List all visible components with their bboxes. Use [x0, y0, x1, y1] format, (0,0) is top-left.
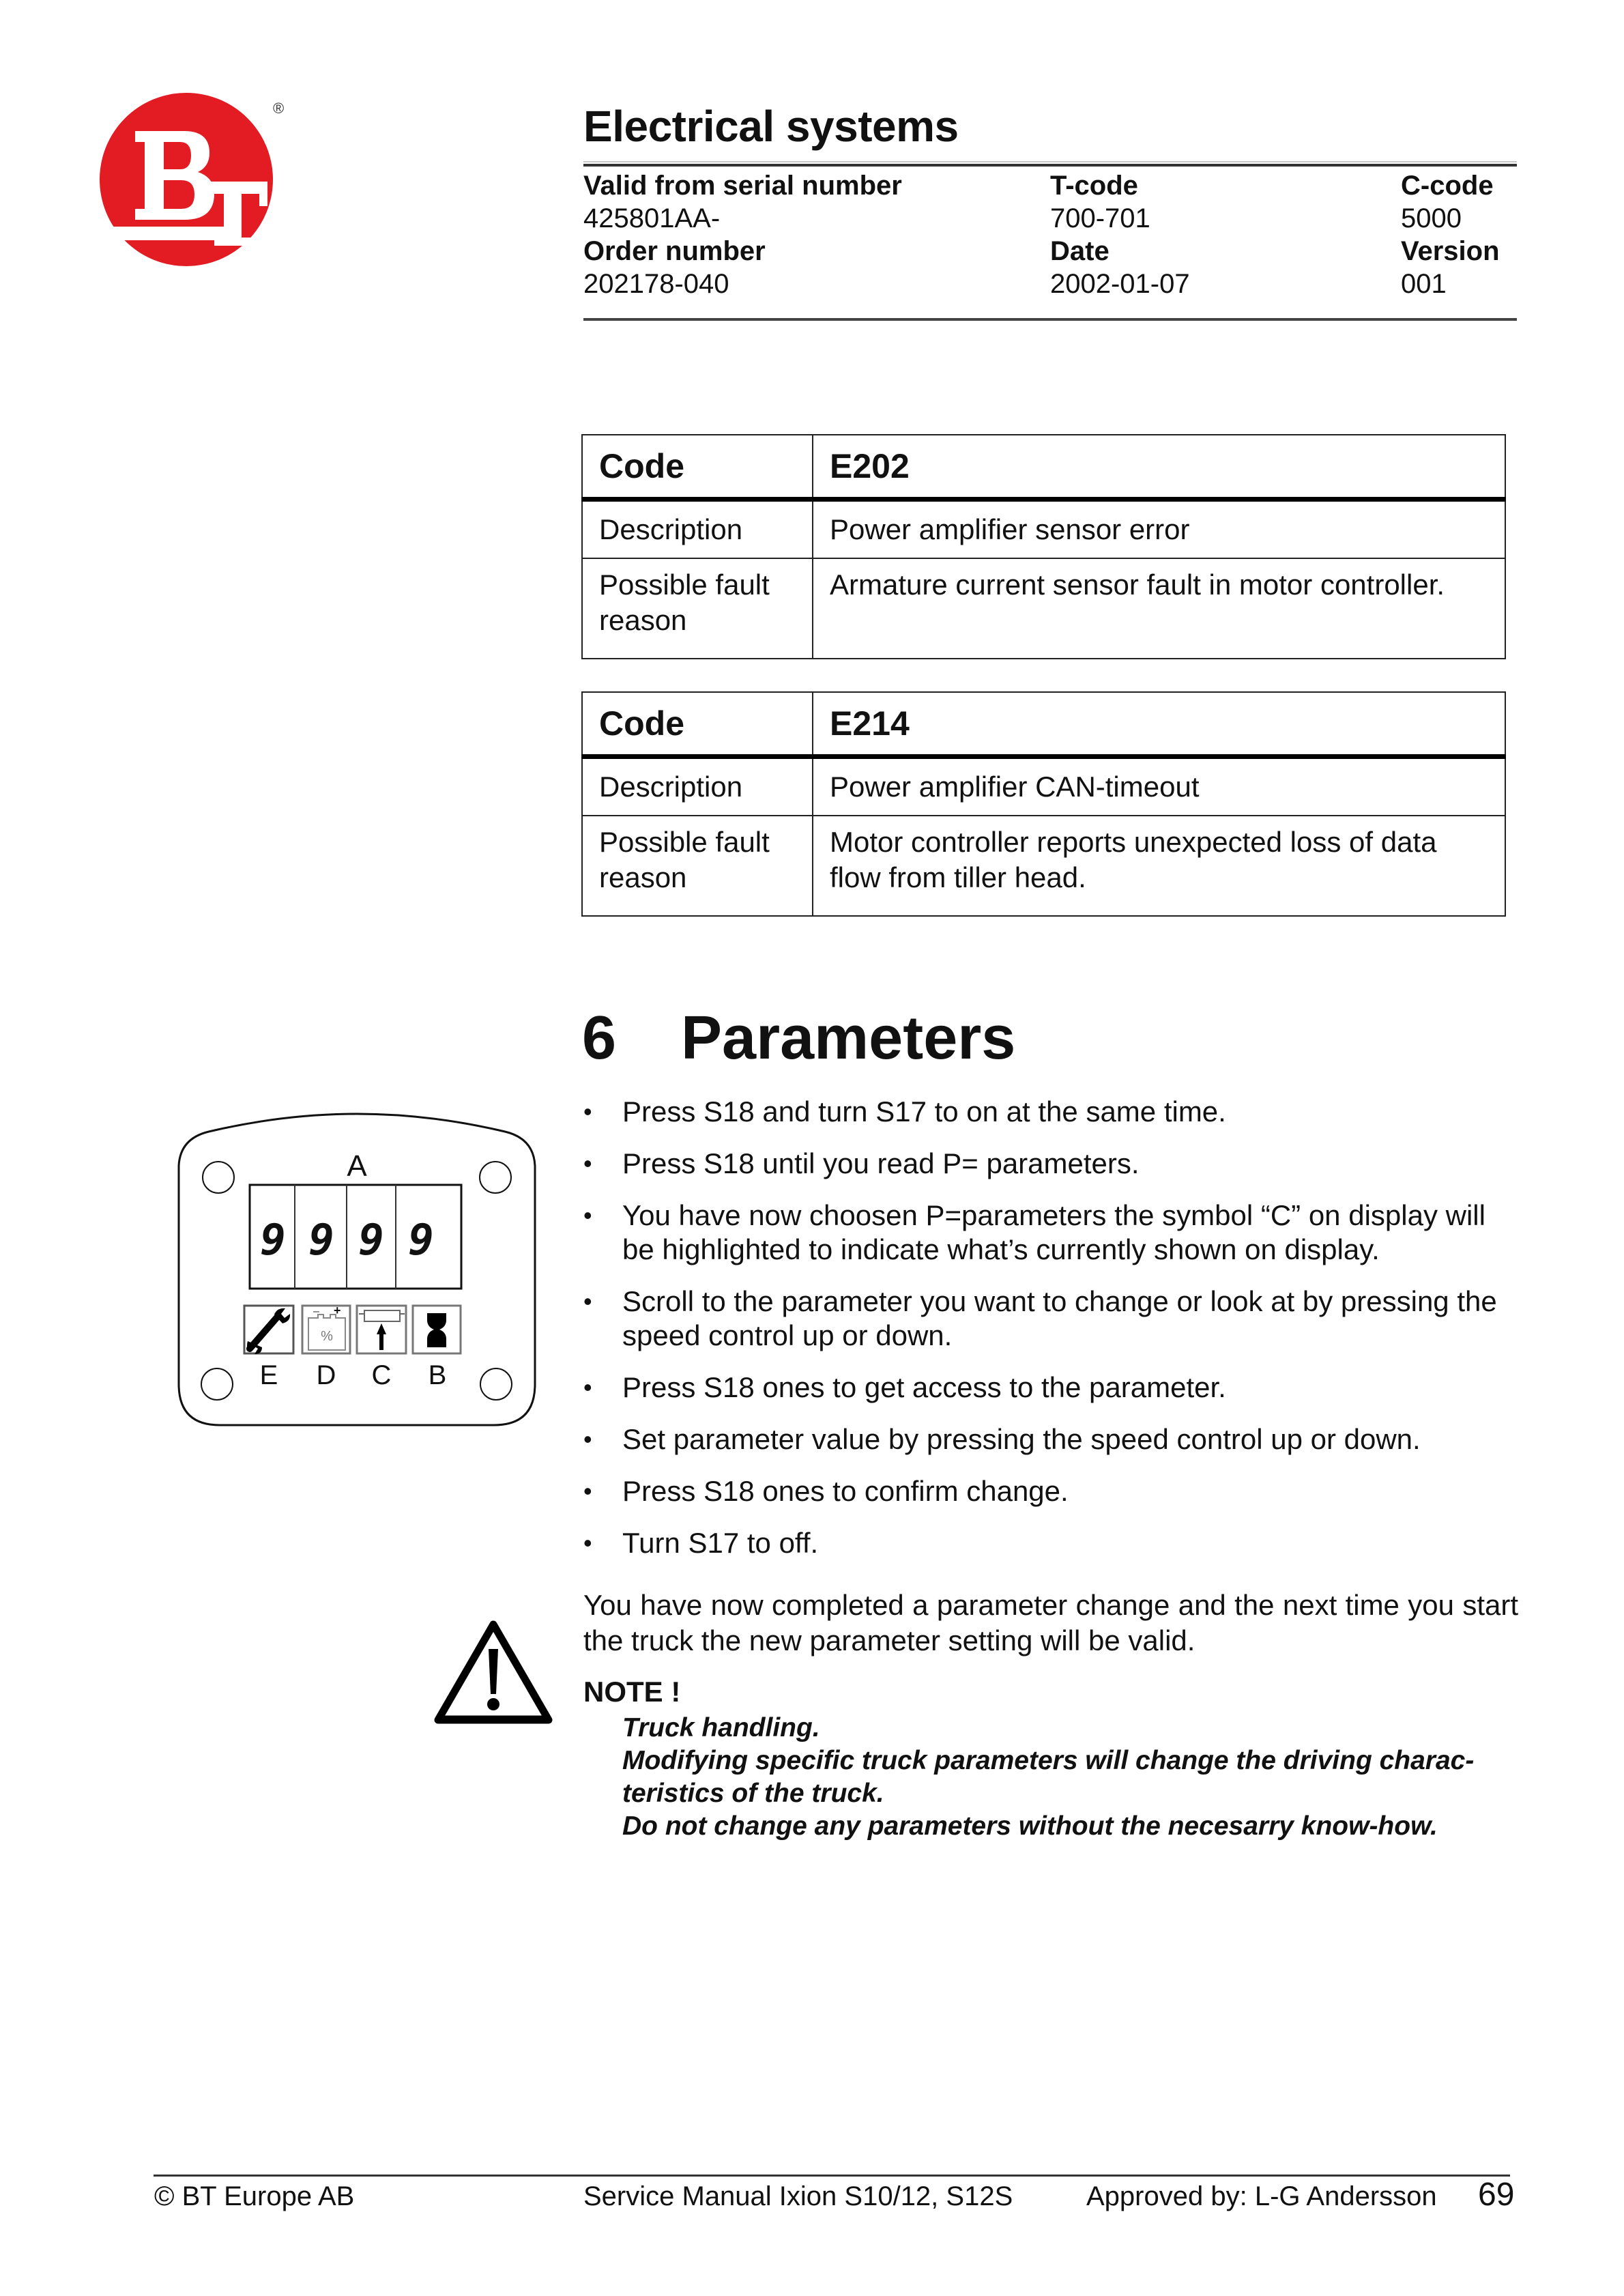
list-item [583, 1526, 1518, 1560]
battery-percent: % [321, 1329, 333, 1344]
bullet-icon: • [583, 1373, 592, 1401]
note-line: teristics of the truck. [622, 1779, 884, 1808]
bullet-icon: • [583, 1149, 592, 1177]
bullet-icon: • [583, 1477, 592, 1505]
display-digit: 9 [308, 1215, 334, 1265]
fault-value: Armature current sensor fault in motor controller. [813, 558, 1505, 659]
symbol-letter-c: C [371, 1360, 392, 1390]
header-rule-light [583, 161, 1517, 162]
parameter-steps-list [583, 1095, 1518, 1578]
ccode-label: C-code [1401, 171, 1494, 201]
display-digit: 9 [408, 1215, 434, 1265]
table-row [582, 757, 1505, 816]
step-text: Set parameter value by pressing the speed control up or down. [622, 1423, 1421, 1455]
list-item [583, 1371, 1518, 1405]
bullet-icon: • [583, 1287, 592, 1315]
description-value: Power amplifier sensor error [813, 500, 1505, 559]
meta-column-ccode [1401, 169, 1500, 300]
list-item [583, 1474, 1518, 1508]
step-text: Turn S17 to off. [622, 1527, 819, 1559]
footer-copyright: © BT Europe AB [154, 2181, 355, 2211]
bt-logo [97, 91, 276, 268]
description-label: Description [582, 500, 813, 559]
list-item [583, 1095, 1518, 1129]
registered-mark: ® [273, 100, 285, 117]
fault-label: Possible fault reason [582, 558, 813, 659]
page-number: 69 [1478, 2177, 1515, 2213]
footer-rule [154, 2175, 1510, 2177]
code-value: E214 [813, 692, 1505, 757]
step-text: Press S18 until you read P= parameters. [622, 1147, 1140, 1179]
table-row [582, 692, 1505, 757]
footer-manual-title: Service Manual Ixion S10/12, S12S [583, 2181, 1013, 2211]
note-line: Truck handling. [622, 1713, 820, 1742]
serial-value: 425801AA- [583, 203, 721, 233]
step-text: Press S18 ones to confirm change. [622, 1475, 1069, 1507]
code-label: Code [582, 692, 813, 757]
tcode-label: T-code [1050, 171, 1138, 201]
section-number: 6 [582, 1004, 617, 1072]
version-label: Version [1401, 236, 1500, 266]
order-label: Order number [583, 236, 766, 266]
list-item [583, 1285, 1518, 1353]
battery-plus: + [334, 1304, 341, 1317]
table-row [582, 816, 1505, 916]
mounting-hole-icon [203, 1162, 234, 1193]
bullet-icon: • [583, 1201, 592, 1229]
section-heading [582, 1003, 1015, 1074]
fault-label: Possible fault reason [582, 816, 813, 916]
note-body [622, 1712, 1516, 1843]
display-panel-figure [175, 1111, 539, 1429]
hourglass-icon [413, 1306, 461, 1353]
wrench-icon [244, 1306, 293, 1354]
table-row [582, 435, 1505, 500]
step-text: Press S18 ones to get access to the parameter. [622, 1371, 1226, 1403]
fault-value: Motor controller reports unexpected loss of data flow from tiller head. [813, 816, 1505, 916]
step-text: You have now choosen P=parameters the symbol “C” on display will be highlighted to indicate what’s currently shown on display. [622, 1199, 1485, 1265]
tcode-value: 700-701 [1050, 203, 1150, 233]
step-text: Press S18 and turn S17 to on at the same time. [622, 1095, 1226, 1128]
table-row [582, 558, 1505, 659]
battery-icon [302, 1304, 350, 1353]
display-label: A [347, 1149, 367, 1183]
code-value: E202 [813, 435, 1505, 500]
error-code-table-e202 [581, 434, 1506, 659]
bullet-icon: • [583, 1529, 592, 1557]
bullet-icon: • [583, 1097, 592, 1125]
footer-approved-by: Approved by: L-G Andersson [1086, 2181, 1437, 2211]
symbol-letter-b: B [428, 1360, 447, 1390]
meta-column-tcode [1050, 169, 1190, 300]
section-title: Parameters [681, 1004, 1016, 1072]
meta-column-serial [583, 169, 902, 300]
ccode-value: 5000 [1401, 203, 1462, 233]
note-line: Do not change any parameters without the necesarry know-how. [622, 1811, 1438, 1841]
description-value: Power amplifier CAN-timeout [813, 757, 1505, 816]
table-row [582, 500, 1505, 559]
serial-label: Valid from serial number [583, 171, 902, 201]
bullet-icon: • [583, 1425, 592, 1453]
display-digit: 9 [260, 1215, 286, 1265]
symbol-letter-d: D [316, 1360, 336, 1390]
date-label: Date [1050, 236, 1110, 266]
step-text: Scroll to the parameter you want to change or look at by pressing the speed control up or down. [622, 1285, 1497, 1351]
header-rule-top [583, 164, 1517, 167]
note-title: NOTE ! [583, 1676, 681, 1708]
code-label: Code [582, 435, 813, 500]
header-rule-bottom [583, 318, 1517, 321]
battery-minus: – [313, 1306, 319, 1317]
version-value: 001 [1401, 269, 1447, 299]
conclusion-paragraph: You have now completed a parameter change and the next time you start the truck the new parameter setting will be valid. [583, 1589, 1518, 1656]
symbol-letter-e: E [259, 1360, 278, 1390]
display-digit: 9 [358, 1215, 384, 1265]
mounting-hole-icon [480, 1162, 511, 1193]
list-item [583, 1199, 1518, 1267]
mounting-hole-icon [201, 1368, 233, 1400]
note-line: Modifying specific truck parameters will change the driving charac- [622, 1746, 1475, 1775]
order-value: 202178-040 [583, 269, 729, 299]
warning-icon [434, 1620, 553, 1724]
error-code-table-e214 [581, 691, 1506, 917]
list-item [583, 1147, 1518, 1181]
date-value: 2002-01-07 [1050, 269, 1190, 299]
lift-arrow-icon [357, 1306, 406, 1353]
mounting-hole-icon [480, 1368, 512, 1400]
document-title: Electrical systems [583, 102, 959, 151]
list-item [583, 1422, 1518, 1456]
description-label: Description [582, 757, 813, 816]
